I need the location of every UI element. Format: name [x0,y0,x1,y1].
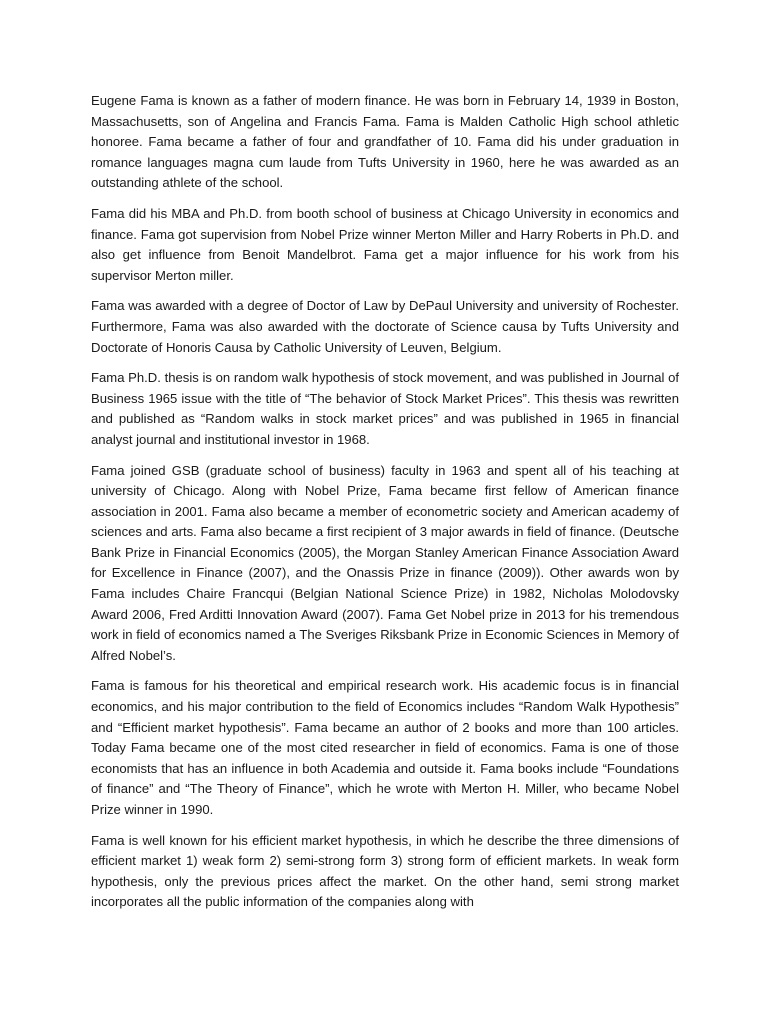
paragraph-honorary-degrees: Fama was awarded with a degree of Doctor of Law by DePaul University and university of Rochester. Furthermore, Fama was also awarded with the doctorate of Science causa by Tufts University and Doctorate of Honoris Causa by Catholic University of Leuven, Belgium. [91,298,679,355]
paragraph-efficient-market: Fama is well known for his efficient market hypothesis, in which he describe the three dimensions of efficient market 1) weak form 2) semi-strong form 3) strong form of efficient markets. In weak form hypothesis, only the previous prices affect the market. On the other hand, semi strong market incorporates all the public information of the companies along with [91,832,679,910]
paragraph-career-awards: Fama joined GSB (graduate school of business) faculty in 1963 and spent all of his teaching at university of Chicago. Along with Nobel Prize, Fama became first fellow of American finance association in 2001. Fama also became a member of econometric society and American academy of sciences and arts. Fama also became a first recipient of 3 major awards in field of finance. (Deutsche Bank Prize in Financial Economics (2005), the Morgan Stanley American Finance Association Award for Excellence in Finance (2007), and the Onassis Prize in finance (2009)). Other awards won by Fama includes Chaire Francqui (Belgian National Science Prize) in 1982, Nicholas Molodovsky Award 2006, Fred Arditti Innovation Award (2007). Fama Get Nobel prize in 2013 for his tremendous work in field of economics named a The Sveriges Riksbank Prize in Economic Sciences in Memory of Alfred Nobel’s. [91,462,679,663]
paragraph-research: Fama is famous for his theoretical and empirical research work. His academic focus is in financial economics, and his major contribution to the field of Economics includes “Random Walk Hypothesis” and “Efficient market hypothesis”. Fama became an author of 2 books and more than 100 articles. Today Fama became one of the most cited researcher in field of economics. Fama is one of those economists that has an influence in both Academia and outside it. Fama books include “Foundations of finance” and “The Theory of Finance”, which he wrote with Merton H. Miller, who became Nobel Prize winner in 1990. [91,678,679,817]
document-page [91,91,679,923]
paragraph-education: Fama did his MBA and Ph.D. from booth school of business at Chicago University in economics and finance. Fama got supervision from Nobel Prize winner Merton Miller and Harry Roberts in Ph.D. and also get influence from Benoit Mandelbrot. Fama get a major influence for his work from his supervisor Merton miller. [91,205,679,283]
paragraph-early-life: Eugene Fama is known as a father of modern finance. He was born in February 14, 1939 in Boston, Massachusetts, son of Angelina and Francis Fama. Fama is Malden Catholic High school athletic honoree. Fama became a father of four and grandfather of 10. Fama did his under graduation in romance languages magna cum laude from Tufts University in 1960, here he was awarded as an outstanding athlete of the school. [91,93,679,191]
paragraph-thesis: Fama Ph.D. thesis is on random walk hypothesis of stock movement, and was published in Journal of Business 1965 issue with the title of “The behavior of Stock Market Prices”. This thesis was rewritten and published as “Random walks in stock market prices” and was published in 1965 in financial analyst journal and institutional investor in 1968. [91,370,679,447]
